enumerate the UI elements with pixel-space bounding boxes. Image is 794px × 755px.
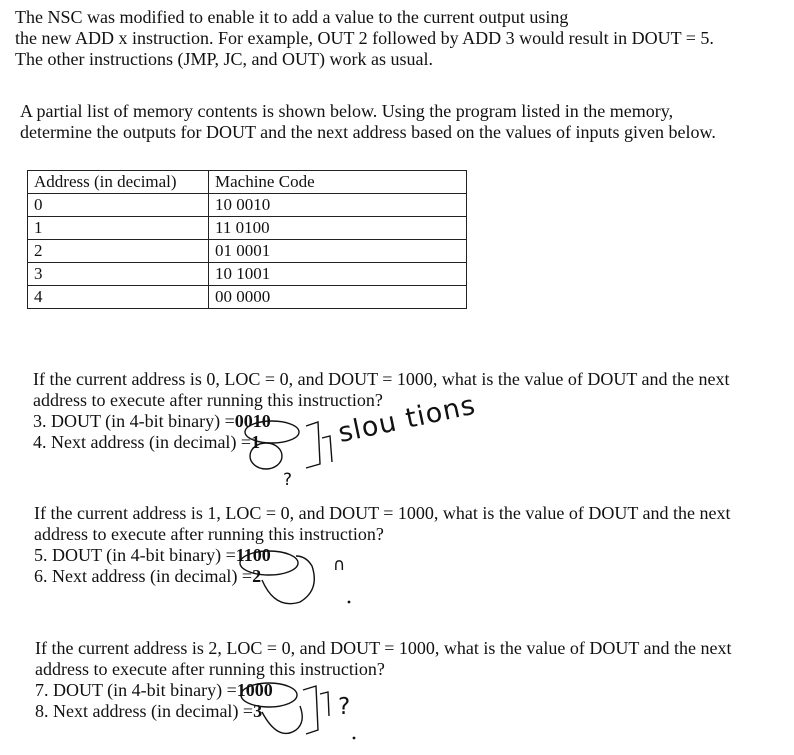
answer-7-dout: 1000 bbox=[236, 680, 273, 700]
question-1-line-1: If the current address is 0, LOC = 0, and DOUT = 1000, what is the value of DOUT and the next bbox=[33, 369, 730, 389]
answer-4-address: 1 bbox=[251, 432, 261, 452]
question-2-line-2: address to execute after running this instruction? bbox=[34, 524, 384, 544]
question-2-line-1: If the current address is 1, LOC = 0, and DOUT = 1000, what is the value of DOUT and the next bbox=[34, 503, 731, 523]
intro-line-3: The other instructions (JMP, JC, and OUT) work as usual. bbox=[15, 49, 433, 69]
handwritten-solutions-note: slou tions bbox=[335, 389, 479, 449]
machine-code-cell: 10 1001 bbox=[209, 263, 467, 286]
intro-paragraph bbox=[15, 7, 714, 70]
table-row bbox=[28, 286, 467, 309]
machine-code-cell: 00 0000 bbox=[209, 286, 467, 309]
question-1-line-2: address to execute after running this instruction? bbox=[33, 390, 383, 410]
answer-8-address: 3 bbox=[253, 701, 263, 721]
machine-code-cell: 10 0010 bbox=[209, 194, 467, 217]
ink-dot-1 bbox=[348, 601, 351, 604]
question-3-label: 3. DOUT (in 4-bit binary) = bbox=[33, 411, 235, 431]
machine-code-cell: 11 0100 bbox=[209, 217, 467, 240]
handwritten-question-mark-3: ? bbox=[338, 694, 351, 720]
handwritten-question-mark-1: ? bbox=[283, 470, 293, 490]
table-row bbox=[28, 240, 467, 263]
header-address: Address (in decimal) bbox=[28, 171, 209, 194]
header-machine-code: Machine Code bbox=[209, 171, 467, 194]
instructions-line-1: A partial list of memory contents is shown below. Using the program listed in the memory, bbox=[20, 101, 674, 121]
instructions-paragraph bbox=[20, 101, 716, 143]
table-header-row bbox=[28, 171, 467, 194]
question-7-label: 7. DOUT (in 4-bit binary) = bbox=[35, 680, 237, 700]
question-2-addr-row bbox=[34, 566, 731, 587]
question-3-dout-row bbox=[35, 680, 732, 701]
question-2-dout-row bbox=[34, 545, 731, 566]
answer-3-dout: 0010 bbox=[234, 411, 271, 431]
question-3-addr-row bbox=[35, 701, 732, 722]
intro-line-2: the new ADD x instruction. For example, OUT 2 followed by ADD 3 would result in DOUT = 5. bbox=[15, 28, 714, 48]
table-row bbox=[28, 194, 467, 217]
question-3-line-1: If the current address is 2, LOC = 0, and DOUT = 1000, what is the value of DOUT and the next bbox=[35, 638, 732, 658]
address-cell: 4 bbox=[28, 286, 209, 309]
handwritten-mark-2: ∩ bbox=[333, 555, 346, 575]
address-cell: 1 bbox=[28, 217, 209, 240]
ink-dot-2 bbox=[353, 737, 356, 740]
question-4-label: 4. Next address (in decimal) = bbox=[33, 432, 252, 452]
answer-6-address: 2 bbox=[252, 566, 262, 586]
address-cell: 2 bbox=[28, 240, 209, 263]
question-block-2 bbox=[34, 503, 731, 587]
intro-line-1: The NSC was modified to enable it to add a value to the current output using bbox=[15, 7, 569, 27]
table-row bbox=[28, 217, 467, 240]
memory-table bbox=[27, 170, 467, 309]
question-5-label: 5. DOUT (in 4-bit binary) = bbox=[34, 545, 236, 565]
answer-5-dout: 1100 bbox=[235, 545, 271, 565]
question-8-label: 8. Next address (in decimal) = bbox=[35, 701, 254, 721]
address-cell: 0 bbox=[28, 194, 209, 217]
question-3-line-2: address to execute after running this instruction? bbox=[35, 659, 385, 679]
table-row bbox=[28, 263, 467, 286]
address-cell: 3 bbox=[28, 263, 209, 286]
instructions-line-2: determine the outputs for DOUT and the next address based on the values of inputs given below. bbox=[20, 122, 716, 142]
question-6-label: 6. Next address (in decimal) = bbox=[34, 566, 253, 586]
question-block-3 bbox=[35, 638, 732, 722]
machine-code-cell: 01 0001 bbox=[209, 240, 467, 263]
